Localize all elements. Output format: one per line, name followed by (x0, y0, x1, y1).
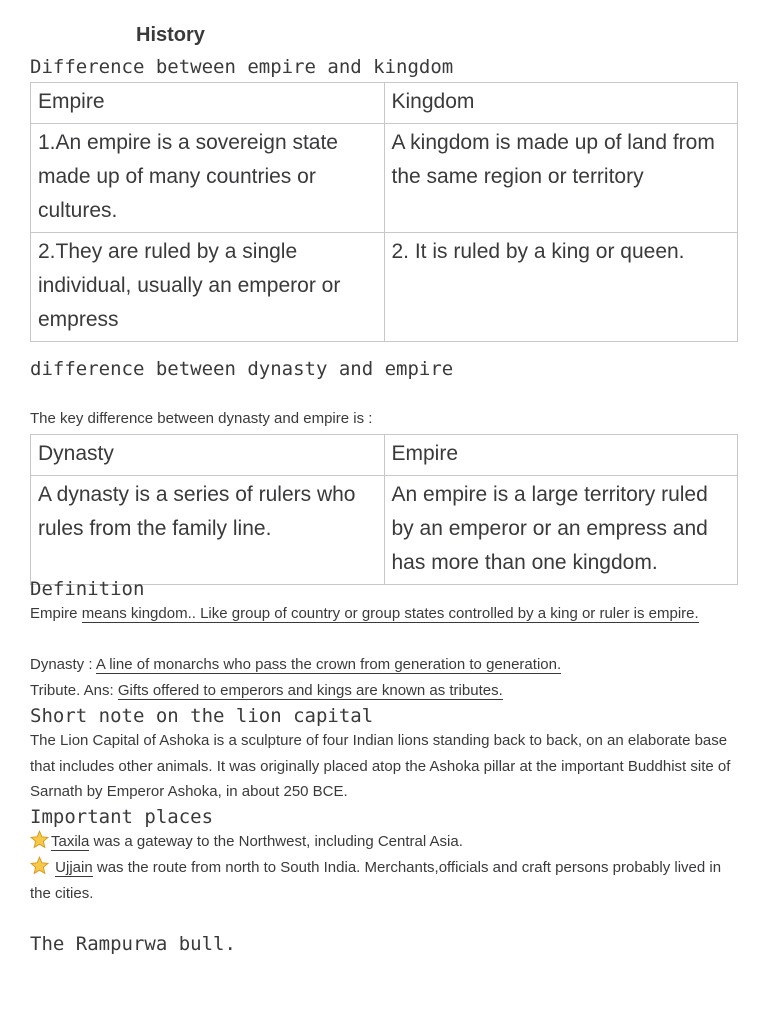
important-places-heading: Important places (30, 806, 214, 828)
tribute-label: Tribute. Ans: (30, 682, 118, 699)
intro-text: The key difference between dynasty and empire is : (30, 410, 373, 427)
table-cell: An empire is a large territory ruled by an emperor or an empress and has more than one kingdom. (384, 476, 738, 585)
table-row (31, 476, 738, 585)
list-item (30, 855, 745, 906)
definition-dynasty (30, 652, 745, 678)
dynasty-label: Dynasty : (30, 656, 96, 673)
lion-capital-heading: Short note on the lion capital (30, 705, 374, 727)
table-header-cell: Empire (384, 435, 738, 476)
empire-label: Empire (30, 605, 82, 622)
table-row (31, 124, 738, 233)
definition-heading: Definition (30, 578, 145, 600)
list-item (30, 829, 745, 855)
lion-capital-text: The Lion Capital of Ashoka is a sculpture of four Indian lions standing back to back, on an elaborate base that includes other animals. It was originally placed atop the Ashoka pillar at the important Buddhist site of Sarnath by Emperor Ashoka, in about 250 BCE. (30, 732, 731, 800)
section-heading-dynasty-empire: difference between dynasty and empire (30, 358, 454, 380)
table-header-row (31, 435, 738, 476)
section-heading-empire-kingdom: Difference between empire and kingdom (30, 56, 454, 78)
rampurwa-bull-heading: The Rampurwa bull. (30, 933, 236, 955)
tribute-definition-text: Gifts offered to emperors and kings are known as tributes. (117, 682, 503, 699)
dynasty-empire-table (30, 434, 738, 585)
table-row (31, 233, 738, 342)
star-icon (30, 856, 49, 875)
table-cell: 1.An empire is a sovereign state made up of many countries or cultures. (31, 124, 385, 233)
table-header-cell: Dynasty (31, 435, 385, 476)
place-name: Taxila (51, 833, 90, 850)
page-title: History (136, 24, 205, 46)
place-description: was the route from north to South India. Merchants,officials and craft persons probably lived in the cities. (30, 859, 722, 902)
table-cell: A dynasty is a series of rulers who rules from the family line. (31, 476, 385, 585)
table-header-row (31, 83, 738, 124)
definition-empire (30, 601, 745, 627)
table-cell: A kingdom is made up of land from the same region or territory (384, 124, 738, 233)
empire-definition-text: means kingdom.. Like group of country or group states controlled by a king or ruler is empire. (81, 605, 699, 622)
place-description: was a gateway to the Northwest, including Central Asia. (89, 833, 463, 850)
dynasty-definition-text: A line of monarchs who pass the crown from generation to generation. (95, 656, 562, 673)
table-header-cell: Kingdom (384, 83, 738, 124)
table-header-cell: Empire (31, 83, 385, 124)
empire-kingdom-table (30, 82, 738, 342)
star-icon (30, 830, 49, 849)
place-name: Ujjain (55, 859, 93, 876)
table-cell: 2.They are ruled by a single individual, usually an emperor or empress (31, 233, 385, 342)
definition-tribute (30, 678, 745, 704)
table-cell: 2. It is ruled by a king or queen. (384, 233, 738, 342)
